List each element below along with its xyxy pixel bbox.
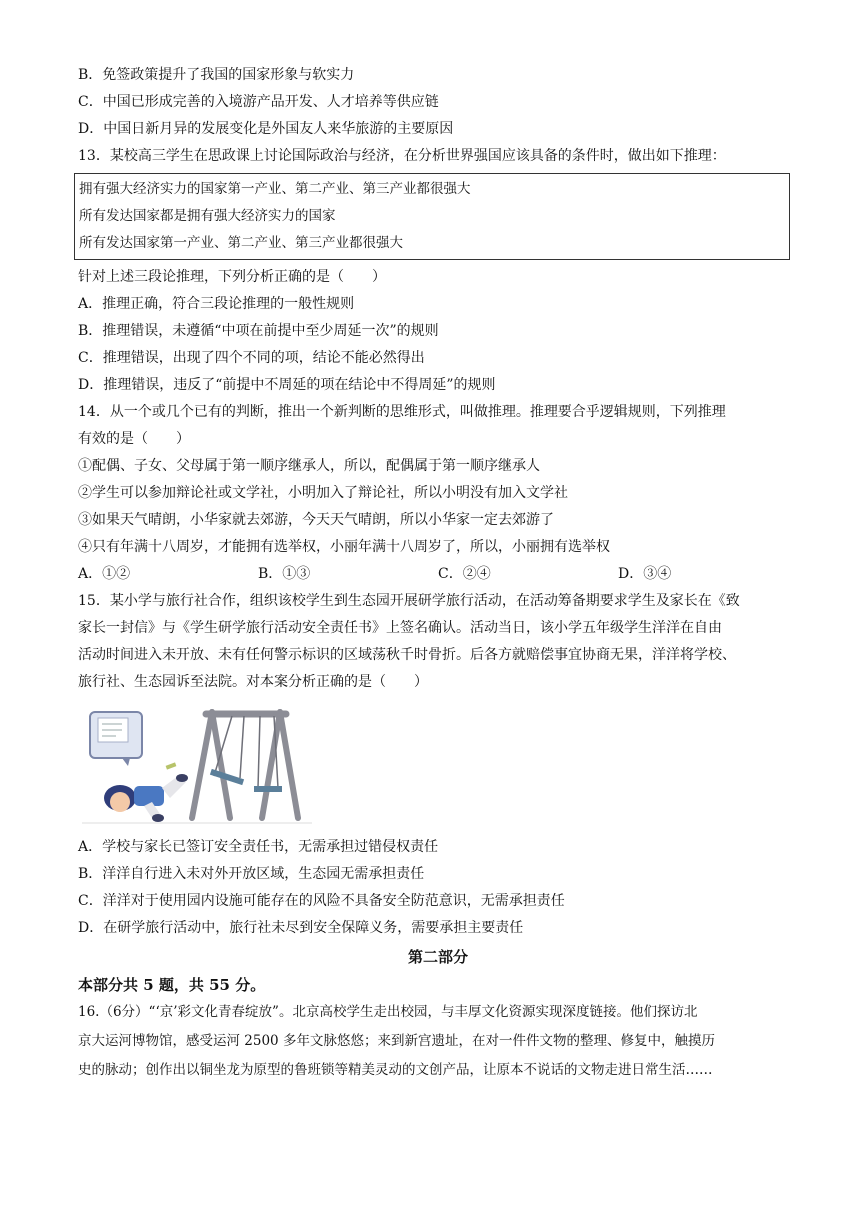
q14-item-2: ②学生可以参加辩论社或文学社，小明加入了辩论社，所以小明没有加入文学社 xyxy=(78,485,568,501)
q16-line-1: 16.（6分）“‘京’彩文化青春绽放”。北京高校学生走出校园，与丰厚文化资源实现深度链接。他们探访北 xyxy=(78,1004,698,1020)
q12-option-d: D．中国日新月异的发展变化是外国友人来华旅游的主要原因 xyxy=(78,121,454,137)
swing-accident-illustration xyxy=(82,706,312,826)
major-premise: 拥有强大经济实力的国家第一产业、第二产业、第三产业都很强大 xyxy=(79,181,471,197)
fallen-child-icon xyxy=(104,762,188,822)
q14-option-d: D．③④ xyxy=(618,566,672,582)
q13-option-c: C．推理错误，出现了四个不同的项，结论不能必然得出 xyxy=(78,350,425,366)
q14-option-b: B．①③ xyxy=(258,566,311,582)
syllogism-box xyxy=(74,173,790,260)
swing-icon xyxy=(192,712,298,818)
notice-board-icon xyxy=(90,712,142,766)
q14-options xyxy=(78,561,798,588)
q15-option-d: D．在研学旅行活动中，旅行社未尽到安全保障义务，需要承担主要责任 xyxy=(78,920,524,936)
q13-option-d: D．推理错误，违反了“前提中不周延的项在结论中不得周延”的规则 xyxy=(78,377,496,393)
q15-option-c: C．洋洋对于使用园内设施可能存在的风险不具备安全防范意识，无需承担责任 xyxy=(78,893,565,909)
conclusion: 所有发达国家第一产业、第二产业、第三产业都很强大 xyxy=(79,235,403,251)
part-two-title: 第二部分 xyxy=(407,948,468,966)
q14-option-c: C．②④ xyxy=(438,566,491,582)
q14-stem: 14．从一个或几个已有的判断，推出一个新判断的思维形式，叫做推理。推理要合乎逻辑规则，下列推理 xyxy=(78,404,726,420)
q15-stem-4: 旅行社、生态园诉至法院。对本案分析正确的是（ ） xyxy=(78,674,428,690)
q14-item-4: ④只有年满十八周岁，才能拥有选举权，小丽年满十八周岁了，所以，小丽拥有选举权 xyxy=(78,539,610,555)
q13-question: 针对上述三段论推理，下列分析正确的是（ ） xyxy=(78,269,386,285)
q13-option-b: B．推理错误，未遵循“中项在前提中至少周延一次”的规则 xyxy=(78,323,439,339)
q15-option-a: A．学校与家长已签订安全责任书，无需承担过错侵权责任 xyxy=(78,839,439,855)
part-two-subtitle: 本部分共 5 题，共 55 分。 xyxy=(78,976,266,994)
minor-premise: 所有发达国家都是拥有强大经济实力的国家 xyxy=(79,208,336,224)
q13-option-a: A．推理正确，符合三段论推理的一般性规则 xyxy=(78,296,355,312)
q14-item-3: ③如果天气晴朗，小华家就去郊游，今天天气晴朗，所以小华家一定去郊游了 xyxy=(78,512,554,528)
q15-option-b: B．洋洋自行进入未对外开放区域，生态园无需承担责任 xyxy=(78,866,425,882)
q14-item-1: ①配偶、子女、父母属于第一顺序继承人，所以，配偶属于第一顺序继承人 xyxy=(78,458,540,474)
q16-line-2: 京大运河博物馆，感受运河 2500 多年文脉悠悠；来到新宫遗址，在对一件件文物的整理、修复中，触摸历 xyxy=(78,1033,715,1049)
q15-stem-1: 15．某小学与旅行社合作，组织该校学生到生态园开展研学旅行活动，在活动筹备期要求学生及家长在《致 xyxy=(78,593,740,609)
q15-stem-3: 活动时间进入未开放、未有任何警示标识的区域荡秋千时骨折。后各方就赔偿事宜协商无果，洋洋将学校、 xyxy=(78,647,736,663)
q15-stem-2: 家长一封信》与《学生研学旅行活动安全责任书》上签名确认。活动当日，该小学五年级学生洋洋在自由 xyxy=(78,620,722,636)
q14-option-a: A．①② xyxy=(78,566,131,582)
q13-stem: 13．某校高三学生在思政课上讨论国际政治与经济，在分析世界强国应该具备的条件时，做出如下推理： xyxy=(78,148,726,164)
q12-option-b: B．免签政策提升了我国的国家形象与软实力 xyxy=(78,67,355,83)
exam-page xyxy=(78,62,798,1085)
q12-option-c: C．中国已形成完善的入境游产品开发、人才培养等供应链 xyxy=(78,94,439,110)
q14-stem-cont: 有效的是（ ） xyxy=(78,431,190,447)
q16-line-3: 史的脉动；创作出以铜坐龙为原型的鲁班锁等精美灵动的文创产品，让原本不说话的文物走进日常生活…… xyxy=(78,1062,713,1078)
